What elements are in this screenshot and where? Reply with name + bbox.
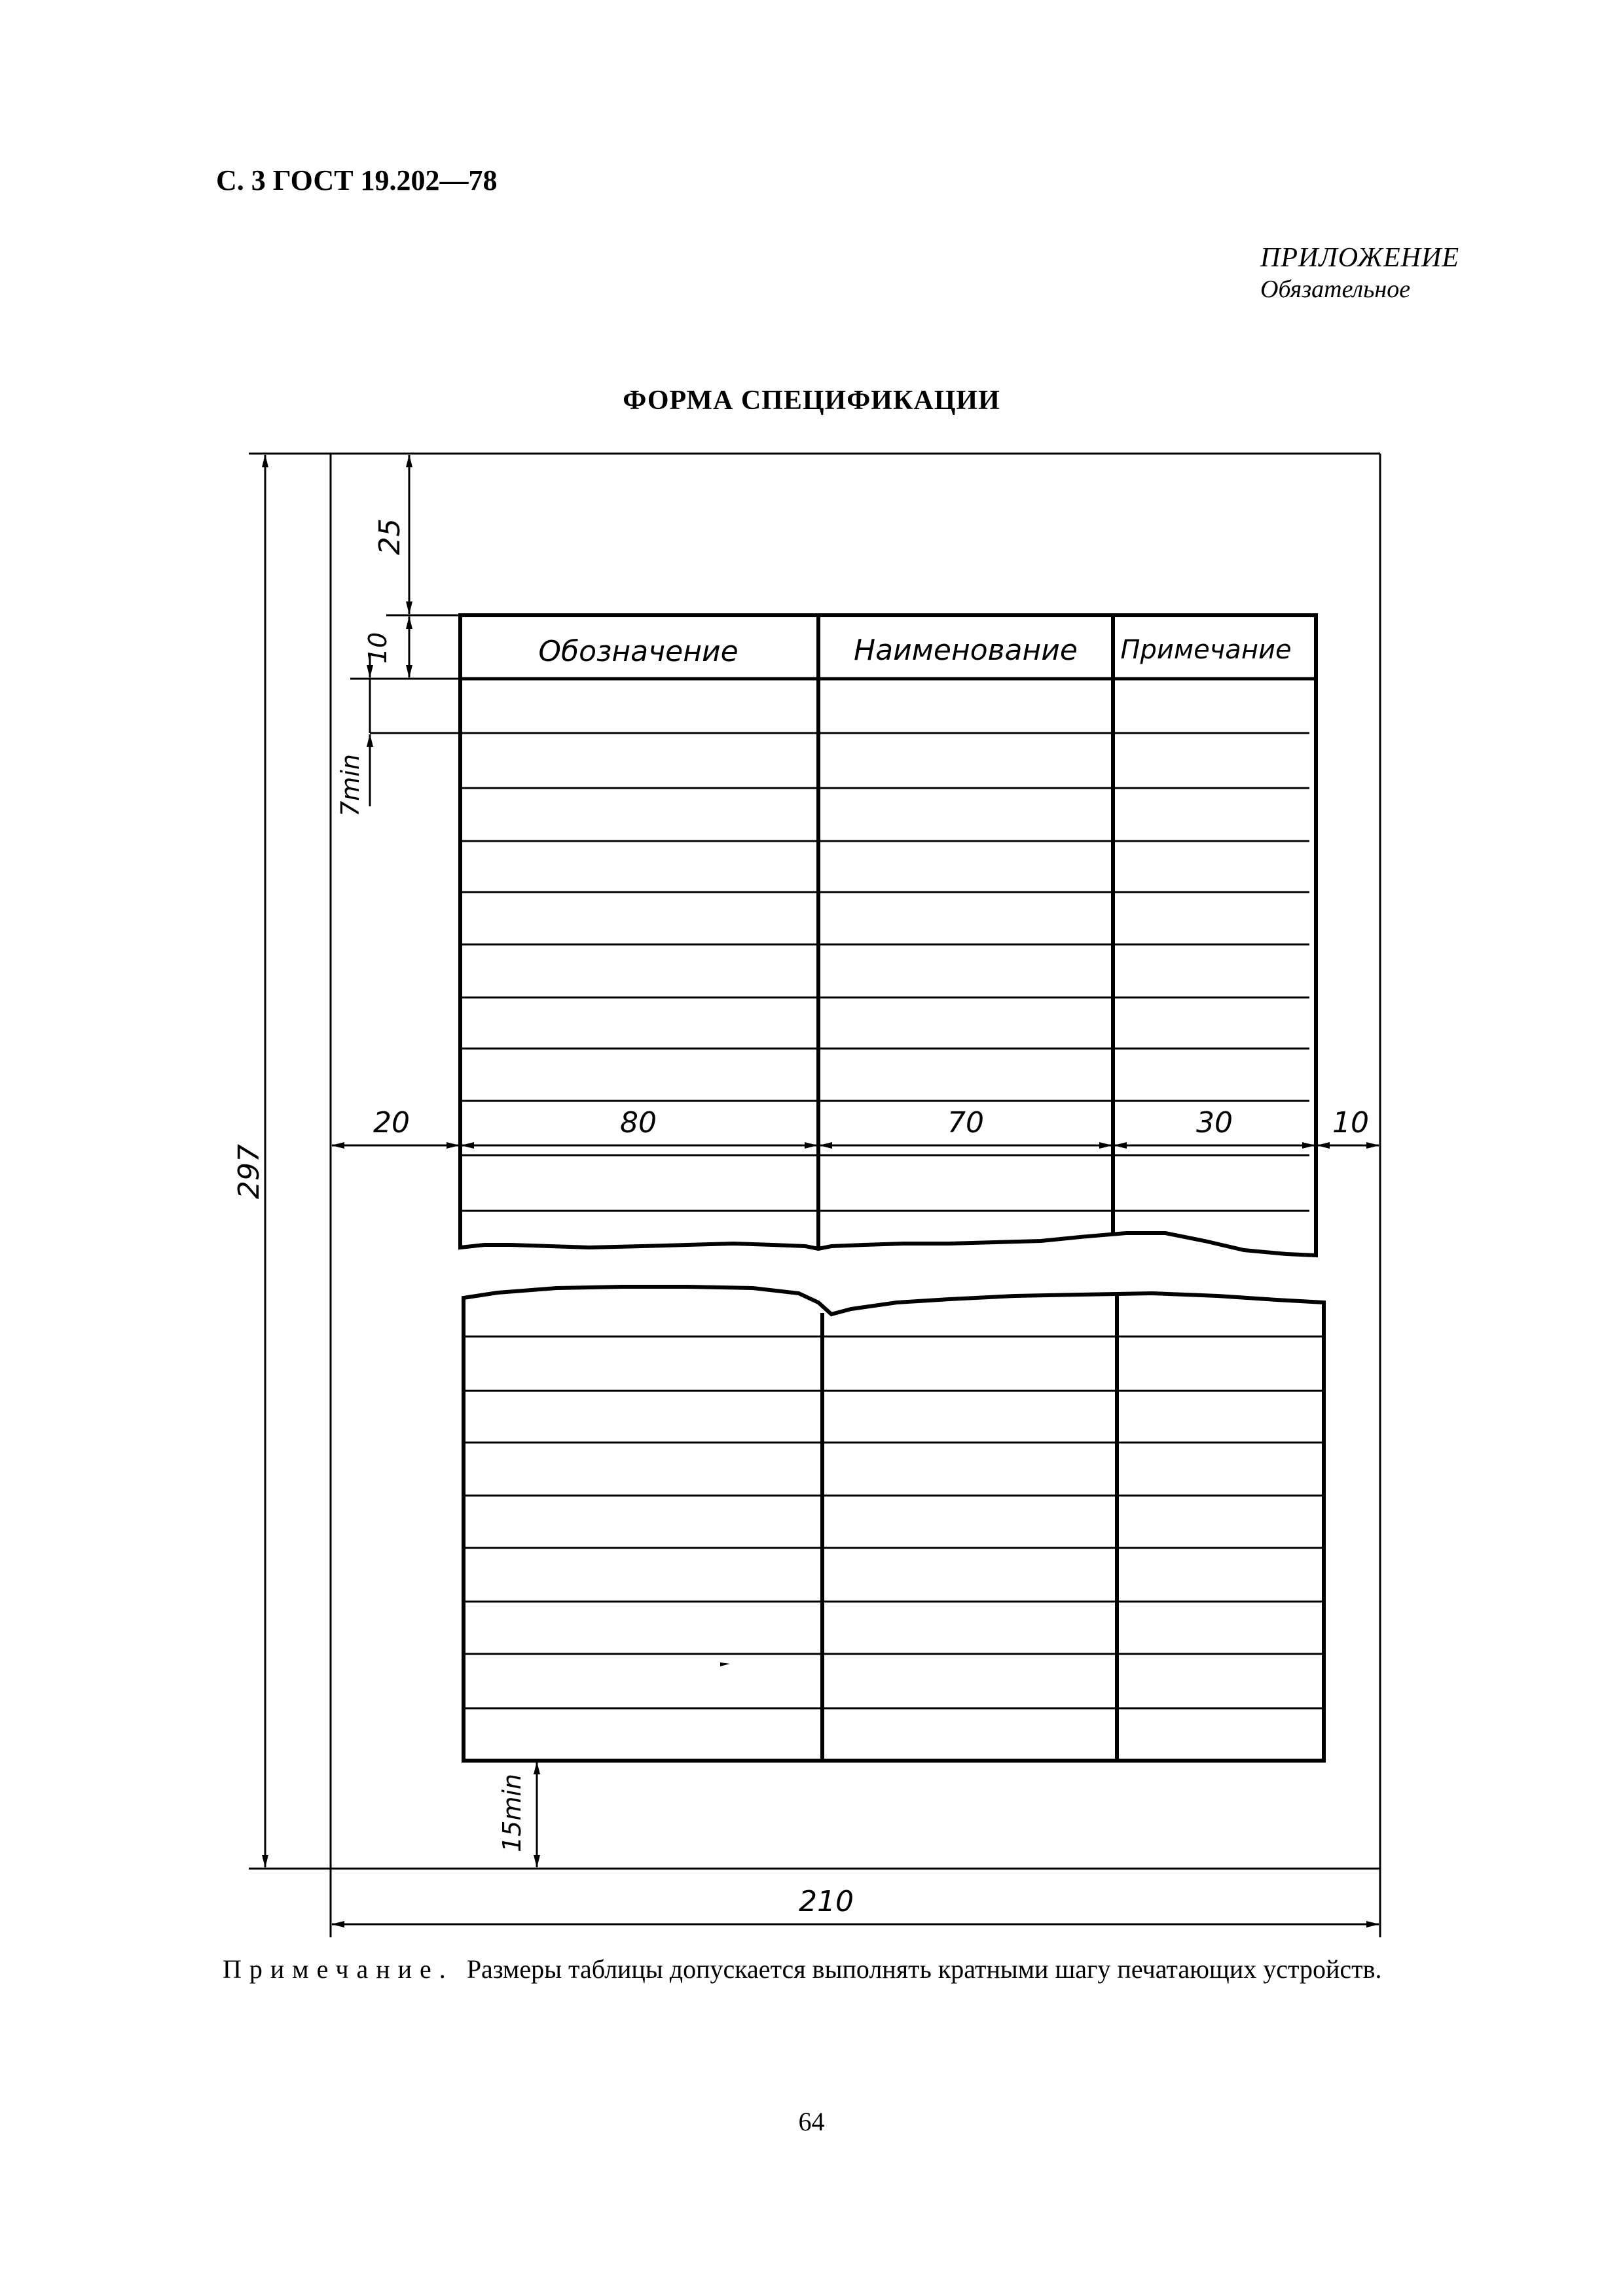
dim-label-top-margin: 25 xyxy=(373,518,407,555)
dim-label-col3: 30 xyxy=(1196,1106,1233,1139)
footnote xyxy=(223,1954,1381,1984)
dim-label-left-margin: 20 xyxy=(373,1106,410,1139)
form-title: ФОРМА СПЕЦИФИКАЦИИ xyxy=(623,386,1000,416)
column-header-note: Примечание xyxy=(1120,635,1292,665)
column-header-name: Наименование xyxy=(854,634,1078,667)
page-number: 64 xyxy=(798,2107,825,2136)
document-code: С. 3 ГОСТ 19.202—78 xyxy=(216,164,498,196)
column-header-designation: Обозначение xyxy=(538,635,739,668)
dim-label-bottom-min: 15min xyxy=(498,1773,526,1853)
footnote-text: Размеры таблицы допускается выполнять кратными шагу печатающих устройств. xyxy=(466,1954,1382,1984)
appendix-subtitle: Обязательное xyxy=(1260,276,1411,303)
dim-label-col1: 80 xyxy=(620,1106,657,1139)
table-upper-rows xyxy=(460,733,1309,1211)
dim-label-col2: 70 xyxy=(947,1106,984,1139)
table-lower xyxy=(464,1287,1324,1761)
dim-label-header-row: 10 xyxy=(363,632,392,664)
dim-label-row-min: 7min xyxy=(336,754,365,817)
table-lower-rows xyxy=(464,1336,1322,1708)
dim-label-page-width: 210 xyxy=(799,1885,854,1918)
dim-label-right-margin: 10 xyxy=(1332,1106,1369,1139)
page-frame xyxy=(249,454,1380,1937)
appendix-title: ПРИЛОЖЕНИЕ xyxy=(1260,243,1459,273)
footnote-label: Примечание. xyxy=(223,1954,454,1984)
table-upper xyxy=(460,615,1316,1255)
dim-label-page-height: 297 xyxy=(232,1144,266,1199)
